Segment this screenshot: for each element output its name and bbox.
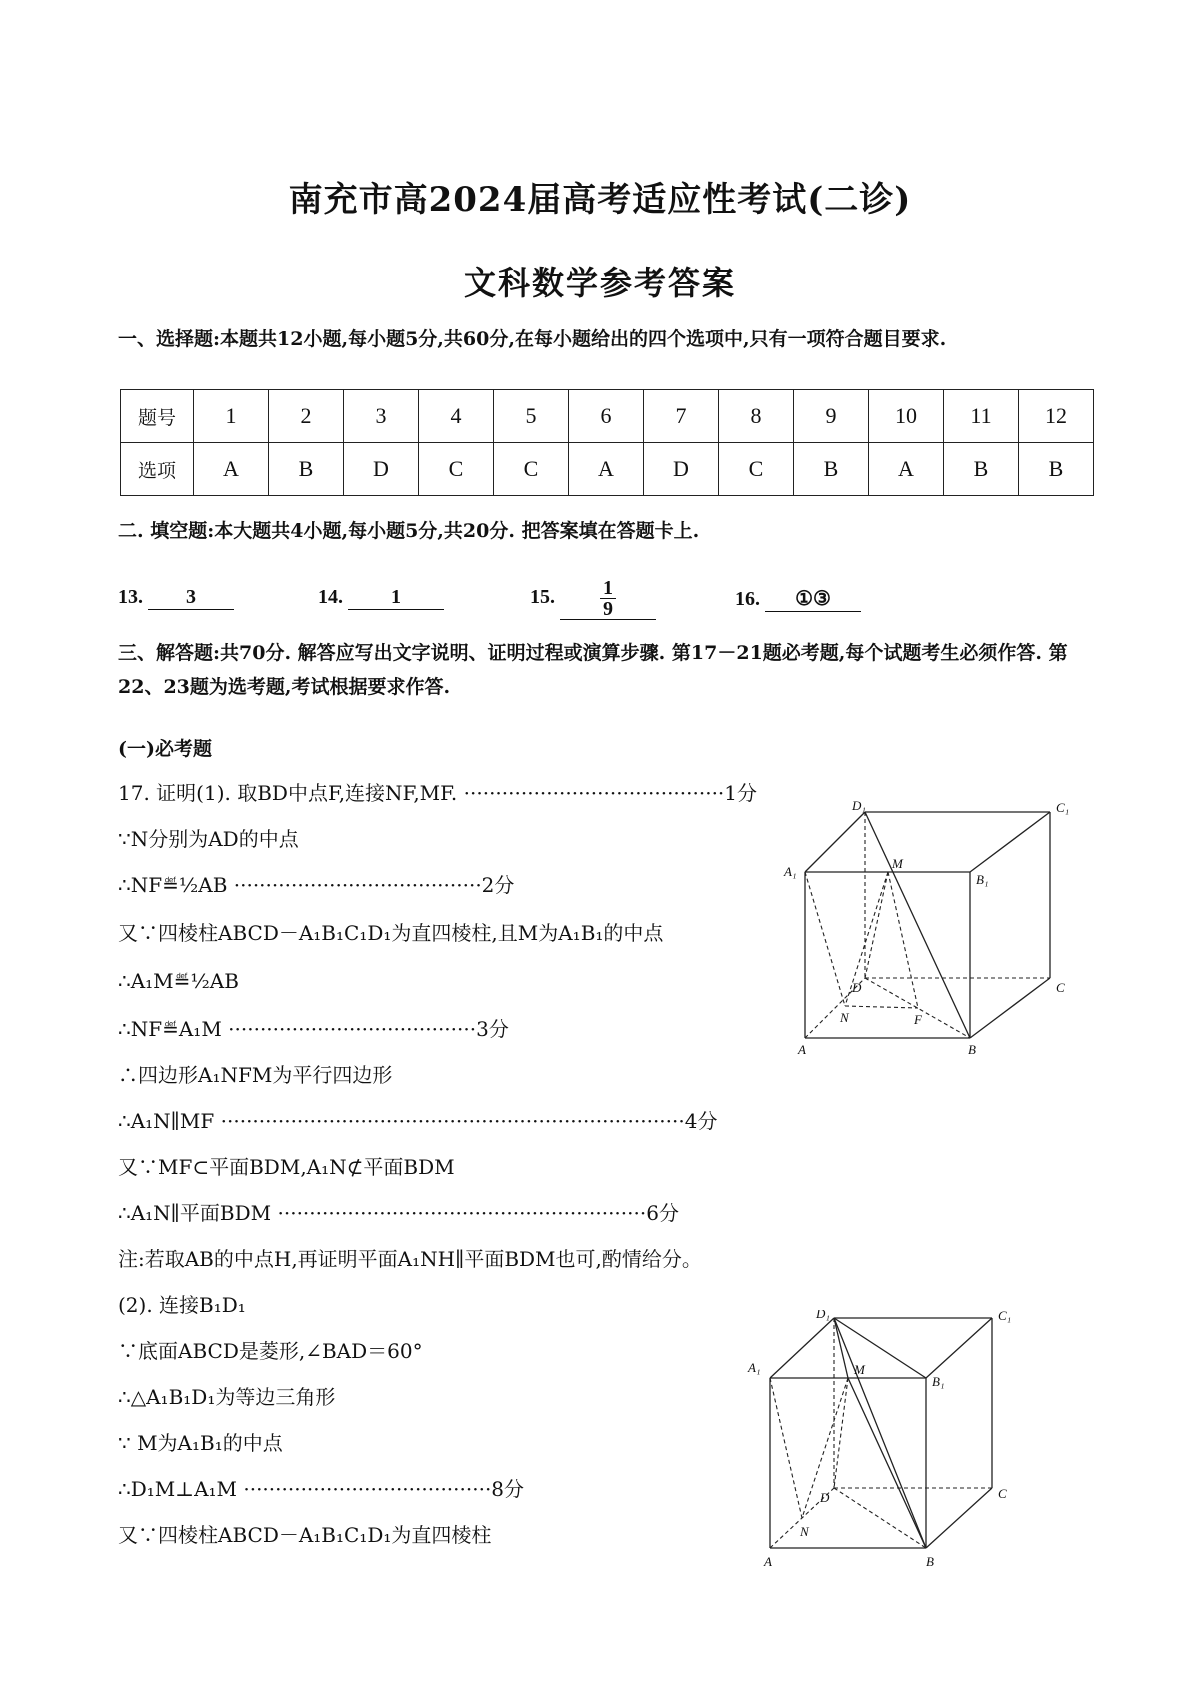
table-cell: 11 xyxy=(944,390,1019,443)
table-cell: A xyxy=(869,443,944,496)
fraction xyxy=(600,578,616,619)
solution-line: ∴四边形A₁NFM为平行四边形 xyxy=(118,1063,393,1087)
fraction-numerator: 1 xyxy=(600,578,616,599)
vertex-label: F xyxy=(914,1012,922,1027)
solution-line: ∴△A₁B₁D₁为等边三角形 xyxy=(118,1385,336,1409)
table-cell: B xyxy=(1019,443,1094,496)
table-cell: 8 xyxy=(719,390,794,443)
solution-line: ∴NF≝½AB ·······································2分 xyxy=(118,873,515,897)
solution-line: 又∵MF⊂平面BDM,A₁N⊄平面BDM xyxy=(118,1155,455,1179)
fill-answer: ①③ xyxy=(765,586,861,612)
solution-line: 17. 证明(1). 取BD中点F,连接NF,MF. ·········································1分 xyxy=(118,781,758,805)
fraction-denominator: 9 xyxy=(603,598,613,620)
table-row xyxy=(121,390,1094,443)
table-cell: A xyxy=(194,443,269,496)
table-cell: 9 xyxy=(794,390,869,443)
table-cell: 2 xyxy=(269,390,344,443)
solution-line: ∴A₁N∥平面BDM ··························································6分 xyxy=(118,1201,679,1225)
table-cell: 4 xyxy=(419,390,494,443)
solution-line: 注:若取AB的中点H,再证明平面A₁NH∥平面BDM也可,酌情给分。 xyxy=(118,1247,702,1271)
fill-item-16 xyxy=(735,586,861,612)
vertex-label: M xyxy=(892,856,903,871)
table-cell: 12 xyxy=(1019,390,1094,443)
fill-item-15 xyxy=(530,578,656,620)
vertex-label: D xyxy=(852,980,862,995)
vertex-label: B₁ xyxy=(976,872,989,887)
solution-line: 又∵四棱柱ABCD－A₁B₁C₁D₁为直四棱柱,且M为A₁B₁的中点 xyxy=(118,921,664,945)
table-cell: D xyxy=(344,443,419,496)
prism-figure-1 xyxy=(770,800,1080,1060)
solution-line: ∴A₁N∥MF ·········································································4分 xyxy=(118,1109,718,1133)
table-cell: A xyxy=(569,443,644,496)
table-cell: D xyxy=(644,443,719,496)
fill-answer: 1 xyxy=(348,586,444,610)
solution-line: ∵底面ABCD是菱形,∠BAD＝60° xyxy=(118,1339,423,1363)
table-cell: B xyxy=(794,443,869,496)
table-row xyxy=(121,443,1094,496)
section3-heading: 三、解答题:共70分. 解答应写出文字说明、证明过程或演算步骤. 第17－21题必考题,每个试题考生必须作答. 第22、23题为选考题,考试根据要求作答. xyxy=(118,642,1068,698)
table-cell: C xyxy=(419,443,494,496)
vertex-label: A₁ xyxy=(748,1360,761,1375)
fill-item-14 xyxy=(318,586,444,610)
vertex-label: B xyxy=(968,1042,976,1057)
fill-number: 13. xyxy=(118,586,143,608)
prism-figure-2 xyxy=(730,1310,1050,1580)
table-cell: C xyxy=(494,443,569,496)
vertex-label: N xyxy=(840,1010,849,1025)
page-subtitle: 文科数学参考答案 xyxy=(463,264,736,302)
table-cell: C xyxy=(719,443,794,496)
page-title: 南充市高2024届高考适应性考试(二诊) xyxy=(288,180,912,220)
table-header-cell: 题号 xyxy=(121,390,194,443)
table-cell: 10 xyxy=(869,390,944,443)
vertex-label: C₁ xyxy=(1056,800,1070,815)
vertex-label: B₁ xyxy=(932,1374,945,1389)
vertex-label: N xyxy=(800,1524,809,1539)
table-header-cell: 选项 xyxy=(121,443,194,496)
vertex-label: C xyxy=(998,1486,1007,1501)
section1-heading: 一、选择题:本题共12小题,每小题5分,共60分,在每小题给出的四个选项中,只有一项符合题目要求. xyxy=(118,328,947,350)
solution-line: ∵ M为A₁B₁的中点 xyxy=(118,1431,283,1455)
vertex-label: D₁ xyxy=(852,800,866,813)
vertex-label: D₁ xyxy=(816,1310,830,1321)
section3-subheading: (一)必考题 xyxy=(118,738,212,760)
fill-answer: 3 xyxy=(148,586,234,610)
table-cell: 7 xyxy=(644,390,719,443)
vertex-label: B xyxy=(926,1554,934,1569)
fill-number: 14. xyxy=(318,586,343,608)
vertex-label: M xyxy=(854,1362,865,1377)
fill-item-13 xyxy=(118,586,234,610)
table-cell: 3 xyxy=(344,390,419,443)
table-cell: 1 xyxy=(194,390,269,443)
answer-table xyxy=(120,389,1094,496)
solution-line: ∵N分别为AD的中点 xyxy=(118,827,299,851)
table-cell: 5 xyxy=(494,390,569,443)
table-cell: B xyxy=(944,443,1019,496)
section2-heading: 二. 填空题:本大题共4小题,每小题5分,共20分. 把答案填在答题卡上. xyxy=(118,520,700,542)
solution-line: ∴NF≝A₁M ·······································3分 xyxy=(118,1017,509,1041)
fill-number: 16. xyxy=(735,588,760,610)
fill-number: 15. xyxy=(530,586,555,609)
table-cell: 6 xyxy=(569,390,644,443)
vertex-label: C₁ xyxy=(998,1310,1012,1323)
solution-line: (2). 连接B₁D₁ xyxy=(118,1293,246,1317)
fill-answer xyxy=(560,578,656,620)
solution-line: 又∵四棱柱ABCD－A₁B₁C₁D₁为直四棱柱 xyxy=(118,1523,492,1547)
vertex-label: A₁ xyxy=(784,864,797,879)
solution-line: ∴A₁M≝½AB xyxy=(118,969,239,993)
solution-line: ∴D₁M⊥A₁M ·······································8分 xyxy=(118,1477,525,1501)
vertex-label: A xyxy=(764,1554,772,1569)
table-cell: B xyxy=(269,443,344,496)
vertex-label: C xyxy=(1056,980,1065,995)
vertex-label: D xyxy=(820,1490,830,1505)
vertex-label: A xyxy=(798,1042,806,1057)
